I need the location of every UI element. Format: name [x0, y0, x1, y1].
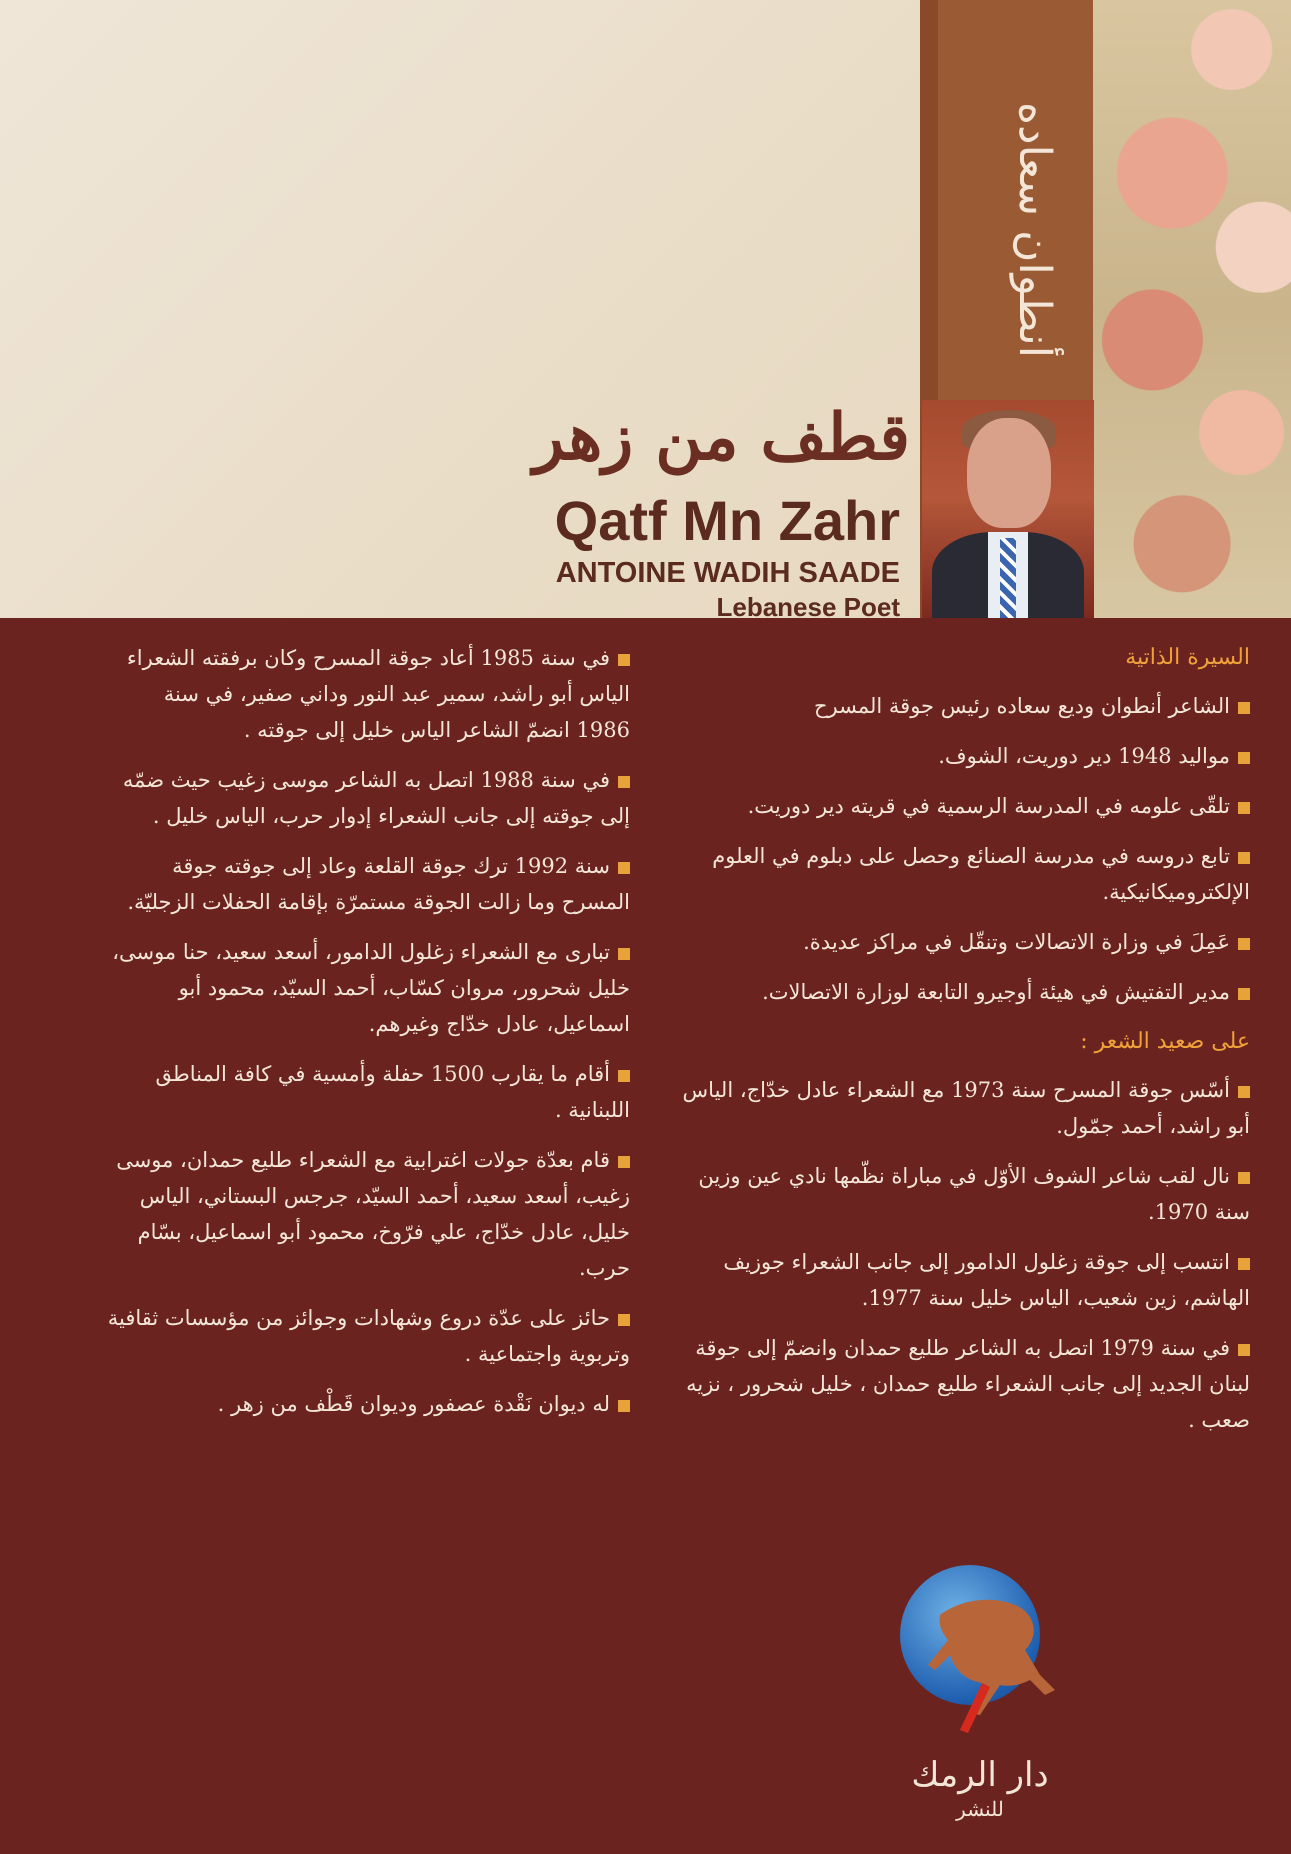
- list-item: له ديوان نَقْدة عصفور وديوان قَطْف من زهر .: [105, 1386, 630, 1422]
- bullet-icon: [1238, 988, 1250, 1000]
- bullet-icon: [618, 948, 630, 960]
- bullet-icon: [1238, 1172, 1250, 1184]
- bullet-icon: [618, 654, 630, 666]
- bullet-icon: [1238, 702, 1250, 714]
- author-name-en: ANTOINE WADIH SAADE: [555, 557, 900, 589]
- bullet-icon: [1238, 752, 1250, 764]
- publisher-name: دار الرمك: [911, 1755, 1049, 1795]
- publisher-sub: للنشر: [956, 1797, 1004, 1821]
- list-item: مواليد 1948 دير دوريت، الشوف.: [660, 738, 1250, 774]
- list-item: أقام ما يقارب 1500 حفلة وأمسية في كافة المناطق اللبنانية .: [155, 1062, 630, 1122]
- title-en: Qatf Mn Zahr: [554, 489, 900, 552]
- bullet-icon: [1238, 1344, 1250, 1356]
- list-item: تبارى مع الشعراء زغلول الدامور، أسعد سعيد، حنا موسى، خليل شحرور، مروان كسّاب، أحمد السيّد، محمود أبو اسماعيل، عادل خدّاج وغيرهم.: [112, 940, 630, 1036]
- bullet-icon: [1238, 802, 1250, 814]
- bullet-icon: [618, 776, 630, 788]
- list-item: حائز على عدّة دروع وشهادات وجوائز من مؤسسات ثقافية وتربوية واجتماعية .: [107, 1306, 630, 1366]
- list-item: سنة 1992 ترك جوقة القلعة وعاد إلى جوقته جوقة المسرح وما زالت الجوقة مستمرّة بإقامة الحفلات الزجليّة.: [127, 854, 630, 914]
- poetry-heading: على صعيد الشعر :: [1080, 1029, 1250, 1054]
- bullet-icon: [1238, 852, 1250, 864]
- career-column: [105, 640, 630, 1436]
- list-item: في سنة 1979 اتصل به الشاعر طليع حمدان وانضمّ إلى جوقة لبنان الجديد إلى جانب الشعراء طليع حمدان ، خليل شحرور ، نزيه صعب .: [686, 1336, 1250, 1432]
- bullet-icon: [618, 1314, 630, 1326]
- bio-heading: السيرة الذاتية: [1125, 645, 1250, 670]
- list-item: تابع دروسه في مدرسة الصنائع وحصل على دبلوم في العلوم الإلكتروميكانيكية.: [712, 844, 1250, 904]
- bullet-icon: [1238, 1258, 1250, 1270]
- list-item: نال لقب شاعر الشوف الأوّل في مباراة نظّمها نادي عين وزين سنة 1970.: [698, 1164, 1250, 1224]
- list-item: عَمِلَ في وزارة الاتصالات وتنقّل في مراكز عديدة.: [660, 924, 1250, 960]
- horse-icon: [920, 1595, 1070, 1745]
- title-ar: قطف من زهر: [533, 400, 910, 475]
- author-role-en: Lebanese Poet: [716, 592, 900, 622]
- list-item: في سنة 1988 اتصل به الشاعر موسى زغيب حيث ضمّه إلى جوقته إلى جانب الشعراء إدوار حرب، الياس خليل .: [122, 768, 630, 828]
- list-item: تلقّى علومه في المدرسة الرسمية في قريته دير دوريت.: [660, 788, 1250, 824]
- list-item: مدير التفتيش في هيئة أوجيرو التابعة لوزارة الاتصالات.: [660, 974, 1250, 1010]
- flower-illustration: [1093, 0, 1291, 618]
- bio-column: [660, 640, 1250, 1452]
- list-item: انتسب إلى جوقة زغلول الدامور إلى جانب الشعراء جوزيف الهاشم، زين شعيب، الياس خليل سنة 1977.: [723, 1250, 1250, 1310]
- bullet-icon: [618, 1156, 630, 1168]
- bullet-icon: [1238, 1086, 1250, 1098]
- bullet-icon: [618, 862, 630, 874]
- author-photo: [922, 400, 1094, 618]
- list-item: في سنة 1985 أعاد جوقة المسرح وكان برفقته الشعراء الياس أبو راشد، سمير عبد النور وداني صفير، في سنة 1986 انضمّ الشاعر الياس خليل إلى جوقته .: [126, 646, 630, 742]
- publisher-logo: [880, 1565, 1080, 1845]
- vertical-title-ar: أنطوان سعاده: [1009, 102, 1060, 358]
- list-item: أسّس جوقة المسرح سنة 1973 مع الشعراء عادل خدّاج، الياس أبو راشد، أحمد جمّول.: [682, 1078, 1250, 1138]
- bullet-icon: [618, 1400, 630, 1412]
- list-item: قام بعدّة جولات اغترابية مع الشعراء طليع حمدان، موسى زغيب، أسعد سعيد، أحمد السيّد، جرجس البستاني، الياس خليل، عادل خدّاج، علي فرّوخ، محمود أبو اسماعيل، بسّام حرب.: [116, 1148, 630, 1280]
- bullet-icon: [1238, 938, 1250, 950]
- bullet-icon: [618, 1070, 630, 1082]
- list-item: الشاعر أنطوان وديع سعاده رئيس جوقة المسرح: [660, 688, 1250, 724]
